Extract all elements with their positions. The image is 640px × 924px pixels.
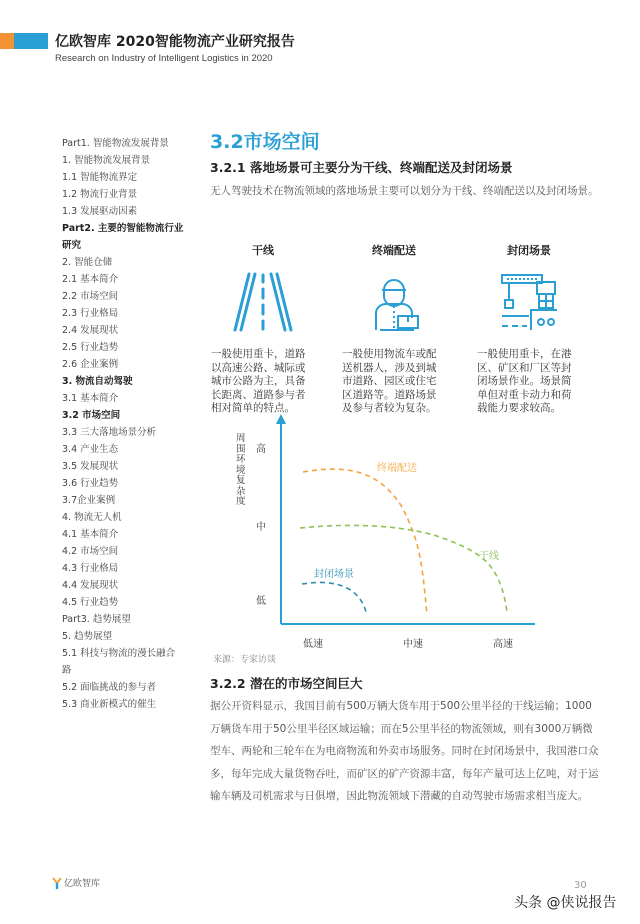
speed-complexity-diagram [230, 412, 540, 652]
scenario-title: 终端配送 [372, 244, 416, 257]
toc-item[interactable]: 2. 智能仓储 [62, 257, 113, 268]
x-tick-low: 低速 [303, 639, 323, 650]
scenario-closed [477, 242, 581, 416]
toc-item[interactable]: 5.2 面临挑战的参与者 [62, 682, 157, 693]
toc-item[interactable]: 2.2 市场空间 [62, 291, 119, 302]
toc-item[interactable]: 1.1 智能物流界定 [62, 172, 138, 183]
y-axis-arrow-icon [276, 414, 286, 424]
toc-item[interactable]: 2.4 发展现状 [62, 325, 119, 336]
header-accent-orange [0, 33, 14, 49]
scenario-description: 一般使用重卡，道路以高速公路、城际或城市公路为主，具备长距离、道路参与者相对简单的特点。 [211, 348, 306, 414]
source-note: 来源：专家访谈 [213, 655, 277, 665]
y-axis-title: 周围环境复杂度 [236, 433, 246, 507]
page-number: 30 [574, 880, 587, 891]
logo-y-icon [52, 877, 62, 889]
table-of-contents [62, 135, 192, 713]
scenario-description: 一般使用重卡，在港区、矿区和厂区等封闭场景作业。场景简单但对重卡动力和荷载能力要求较高。 [477, 348, 572, 414]
toc-item[interactable]: 3.7企业案例 [62, 495, 116, 506]
intro-paragraph: 无人驾驶技术在物流领域的落地场景主要可以划分为干线、终端配送以及封闭场景。 [210, 185, 599, 197]
toc-item[interactable]: 4.3 行业格局 [62, 563, 119, 574]
toc-item[interactable]: 2.3 行业格局 [62, 308, 119, 319]
curve-label-last-mile: 终端配送 [377, 463, 417, 474]
toc-item[interactable]: 4.2 市场空间 [62, 546, 119, 557]
section-title: 3.2市场空间 [210, 131, 320, 153]
toc-item[interactable]: 5. 趋势展望 [62, 631, 113, 642]
curve-closed [302, 582, 366, 612]
curve-label-closed: 封闭场景 [314, 569, 354, 580]
toc-item[interactable]: 4.1 基本简介 [62, 529, 119, 540]
curve-last-mile [303, 469, 427, 615]
toc-item[interactable]: 1.2 物流行业背景 [62, 189, 138, 200]
scenario-last-mile [342, 242, 446, 416]
y-tick-mid: 中 [256, 522, 266, 533]
toc-item[interactable]: 3.3 三大落地场景分析 [62, 427, 157, 438]
toc-item[interactable]: 3.5 发展现状 [62, 461, 119, 472]
report-title: 亿欧智库 2020智能物流产业研究报告 [55, 34, 295, 50]
subsection-title-3-2-2: 3.2.2 潜在的市场空间巨大 [210, 676, 363, 691]
toc-item[interactable]: Part3. 趋势展望 [62, 614, 131, 625]
toc-item[interactable]: 4. 物流无人机 [62, 512, 122, 523]
toc-item[interactable]: 3.1 基本简介 [62, 393, 119, 404]
toc-item[interactable]: 3. 物流自动驾驶 [62, 376, 133, 387]
toc-item[interactable]: 3.2 市场空间 [62, 410, 121, 421]
toc-item[interactable]: 2.5 行业趋势 [62, 342, 119, 353]
y-tick-low: 低 [256, 596, 266, 607]
scenario-trunk [211, 242, 315, 416]
footer-logo [52, 876, 100, 889]
scenario-description: 一般使用物流车或配送机器人，涉及到城市道路、园区或住宅区道路等。道路场景及参与者较为复杂。 [342, 348, 437, 414]
report-subtitle: Research on Industry of Intelligent Logistics in 2020 [55, 53, 273, 64]
toc-item[interactable]: 路 [62, 665, 72, 676]
toc-item[interactable]: 2.1 基本简介 [62, 274, 119, 285]
toc-item[interactable]: 3.4 产业生态 [62, 444, 119, 455]
toc-item[interactable]: 研究 [62, 240, 82, 251]
footer-logo-text: 亿欧智库 [64, 879, 101, 889]
toc-item[interactable]: 5.3 商业新模式的催生 [62, 699, 157, 710]
toc-item[interactable]: Part2. 主要的智能物流行业 [62, 223, 184, 234]
scenario-title: 封闭场景 [507, 244, 551, 257]
x-tick-mid: 中速 [403, 639, 423, 650]
watermark: 头条 @侠说报告 [514, 895, 617, 911]
header-accent-blue [14, 33, 48, 49]
delivery-person-icon [364, 272, 424, 332]
x-tick-high: 高速 [493, 639, 513, 650]
toc-item[interactable]: 4.5 行业趋势 [62, 597, 119, 608]
toc-item[interactable]: 1. 智能物流发展背景 [62, 155, 151, 166]
toc-item[interactable]: 4.4 发展现状 [62, 580, 119, 591]
toc-item[interactable]: Part1. 智能物流发展背景 [62, 138, 169, 149]
toc-item[interactable]: 3.6 行业趋势 [62, 478, 119, 489]
toc-item[interactable]: 2.6 企业案例 [62, 359, 119, 370]
toc-item[interactable]: 5.1 科技与物流的漫长融合 [62, 648, 176, 659]
highway-road-icon [233, 272, 293, 332]
scenario-title: 干线 [252, 244, 274, 257]
toc-item[interactable]: 1.3 发展驱动因素 [62, 206, 138, 217]
y-tick-high: 高 [256, 444, 266, 455]
port-crane-icon [499, 272, 559, 332]
subsection-title-3-2-1: 3.2.1 落地场景可主要分为干线、终端配送及封闭场景 [210, 160, 513, 175]
curve-label-trunk: 干线 [479, 551, 499, 562]
market-paragraph: 据公开资料显示，我国目前有500万辆大货车用于500公里半径的干线运输；1000万辆货车用于50公里半径区域运输；而在5公里半径的物流领域，则有3000万辆微型车、两轮和三轮车在为电商物流和外卖市场服务。同时在封闭场景中，我国港口众多，每年完成大量货物吞吐，而矿区的矿产资源丰富，每年产量可达上亿吨，对于运输车辆及司机需求与日俱增，因此物流领域下潜藏的自动驾驶市场需求相当庞大。 [210, 700, 599, 802]
